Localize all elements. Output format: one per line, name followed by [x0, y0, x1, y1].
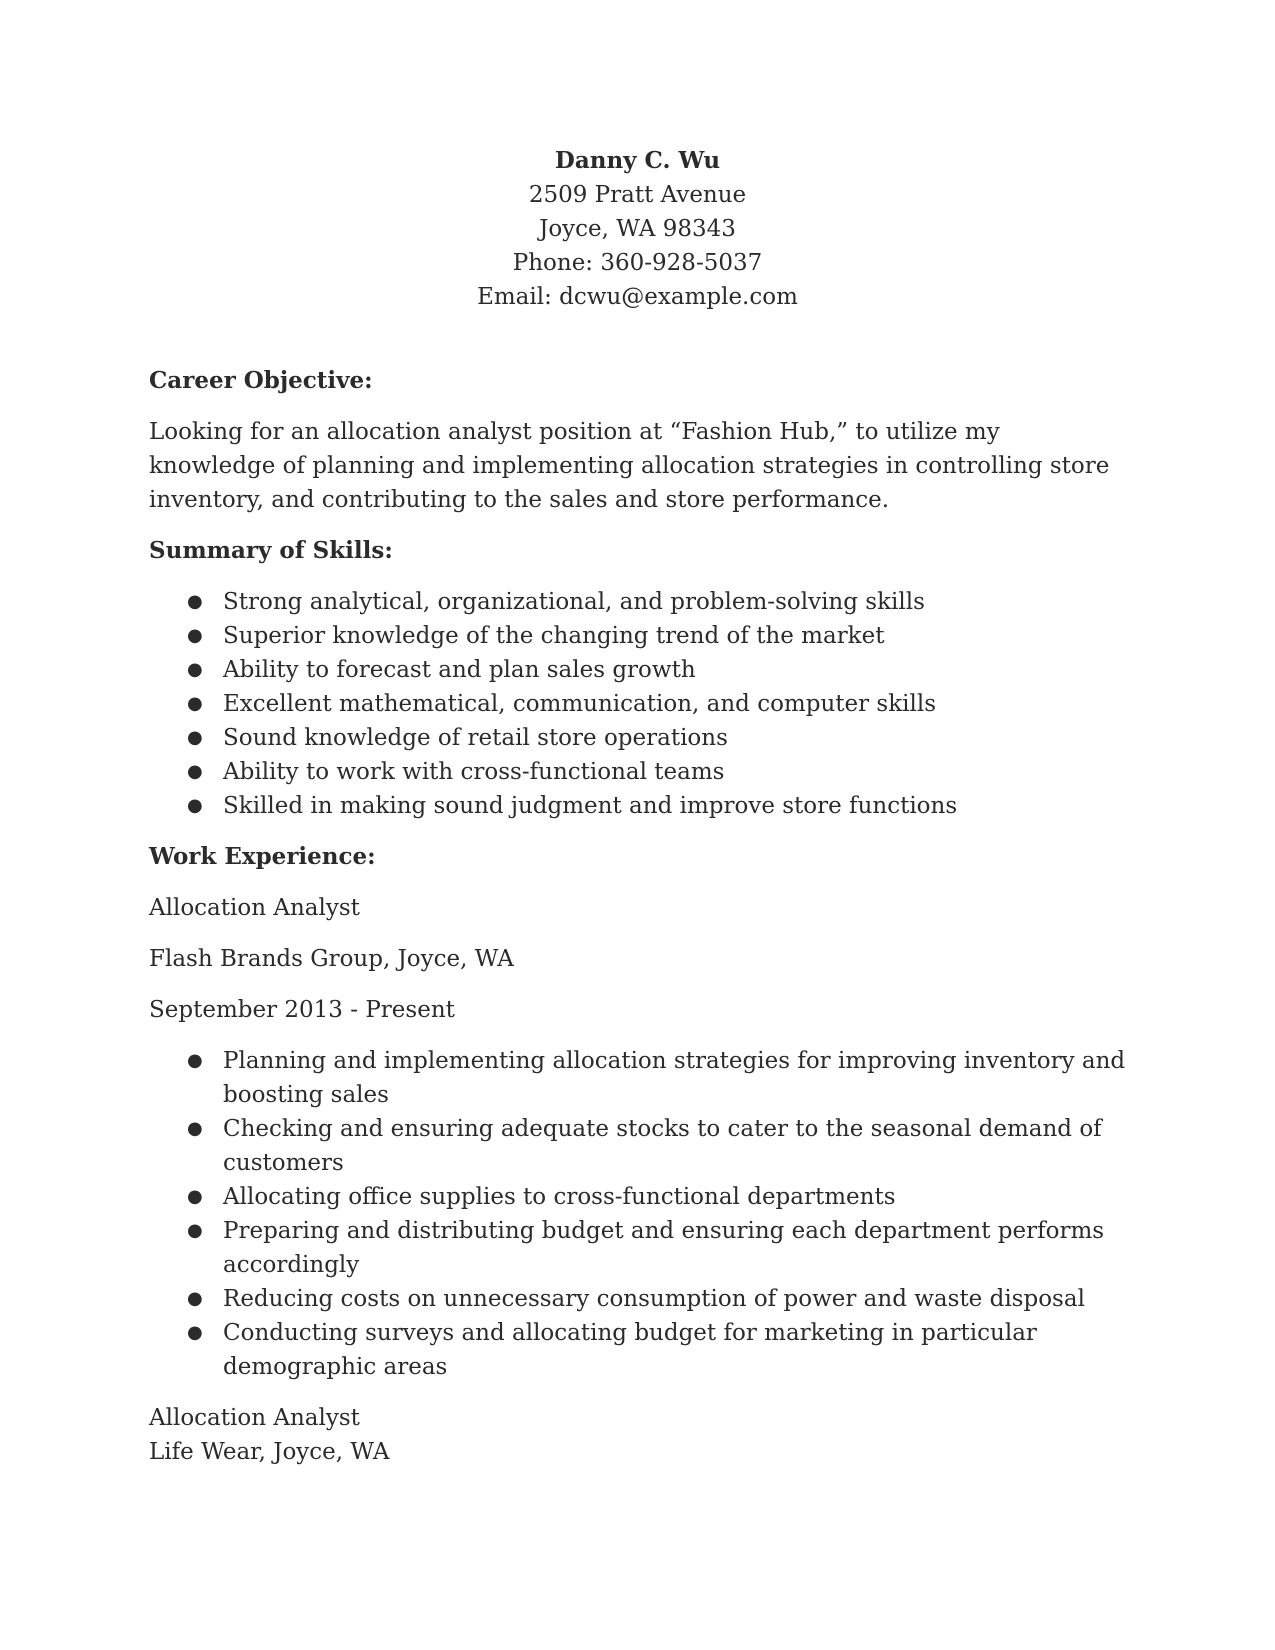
list-item — [149, 721, 1129, 755]
bullet-icon: ● — [187, 795, 203, 816]
address-line-1: 2509 Pratt Avenue — [528, 182, 747, 208]
contact-header — [0, 144, 1275, 314]
duty-text: Planning and implementing allocation strategies for improving inventory and boosting sales — [223, 1048, 1126, 1108]
duty-text: Reducing costs on unnecessary consumption of power and waste disposal — [223, 1286, 1085, 1312]
list-item — [149, 585, 1129, 619]
bullet-icon: ● — [187, 1220, 203, 1241]
job-duties-list — [149, 1044, 1129, 1384]
phone: Phone: 360-928-5037 — [512, 250, 763, 276]
address-line-2: Joyce, WA 98343 — [539, 216, 736, 242]
list-item — [149, 619, 1129, 653]
skills-heading: Summary of Skills: — [149, 537, 393, 564]
job-company: Life Wear, Joyce, WA — [149, 1439, 390, 1465]
resume-body — [149, 364, 1129, 1469]
duty-text: Checking and ensuring adequate stocks to cater to the seasonal demand of customers — [223, 1116, 1102, 1176]
list-item — [149, 789, 1129, 823]
skill-text: Superior knowledge of the changing trend of the market — [223, 623, 885, 649]
duty-text: Conducting surveys and allocating budget for marketing in particular demographic areas — [223, 1320, 1037, 1380]
bullet-icon: ● — [187, 761, 203, 782]
job-title: Allocation Analyst — [149, 1405, 360, 1431]
skills-list — [149, 585, 1129, 823]
job-company: Flash Brands Group, Joyce, WA — [149, 946, 514, 972]
job-dates: September 2013 - Present — [149, 997, 455, 1023]
bullet-icon: ● — [187, 1322, 203, 1343]
skill-text: Ability to work with cross-functional teams — [223, 759, 725, 785]
skill-text: Sound knowledge of retail store operations — [223, 725, 728, 751]
list-item — [149, 1112, 1129, 1180]
list-item — [149, 1282, 1129, 1316]
bullet-icon: ● — [187, 1118, 203, 1139]
list-item — [149, 1316, 1129, 1384]
bullet-icon: ● — [187, 625, 203, 646]
list-item — [149, 1180, 1129, 1214]
duty-text: Allocating office supplies to cross-functional departments — [223, 1184, 896, 1210]
bullet-icon: ● — [187, 693, 203, 714]
bullet-icon: ● — [187, 1186, 203, 1207]
bullet-icon: ● — [187, 727, 203, 748]
job-title: Allocation Analyst — [149, 895, 360, 921]
bullet-icon: ● — [187, 659, 203, 680]
bullet-icon: ● — [187, 1050, 203, 1071]
list-item — [149, 653, 1129, 687]
email: Email: dcwu@example.com — [477, 284, 798, 310]
skill-text: Skilled in making sound judgment and improve store functions — [223, 793, 958, 819]
career-objective-text: Looking for an allocation analyst position at “Fashion Hub,” to utilize my knowledge of planning and implementing allocation strategies in controlling store inventory, and contributing to the sales and store performance. — [149, 419, 1110, 513]
list-item — [149, 1214, 1129, 1282]
duty-text: Preparing and distributing budget and ensuring each department performs accordingly — [223, 1218, 1105, 1278]
applicant-name: Danny C. Wu — [554, 147, 721, 174]
list-item — [149, 1044, 1129, 1112]
skill-text: Excellent mathematical, communication, and computer skills — [223, 691, 937, 717]
bullet-icon: ● — [187, 591, 203, 612]
skill-text: Strong analytical, organizational, and problem-solving skills — [223, 589, 925, 615]
career-objective-heading: Career Objective: — [149, 367, 373, 394]
bullet-icon: ● — [187, 1288, 203, 1309]
list-item — [149, 755, 1129, 789]
skill-text: Ability to forecast and plan sales growth — [223, 657, 696, 683]
list-item — [149, 687, 1129, 721]
work-experience-heading: Work Experience: — [149, 843, 376, 870]
